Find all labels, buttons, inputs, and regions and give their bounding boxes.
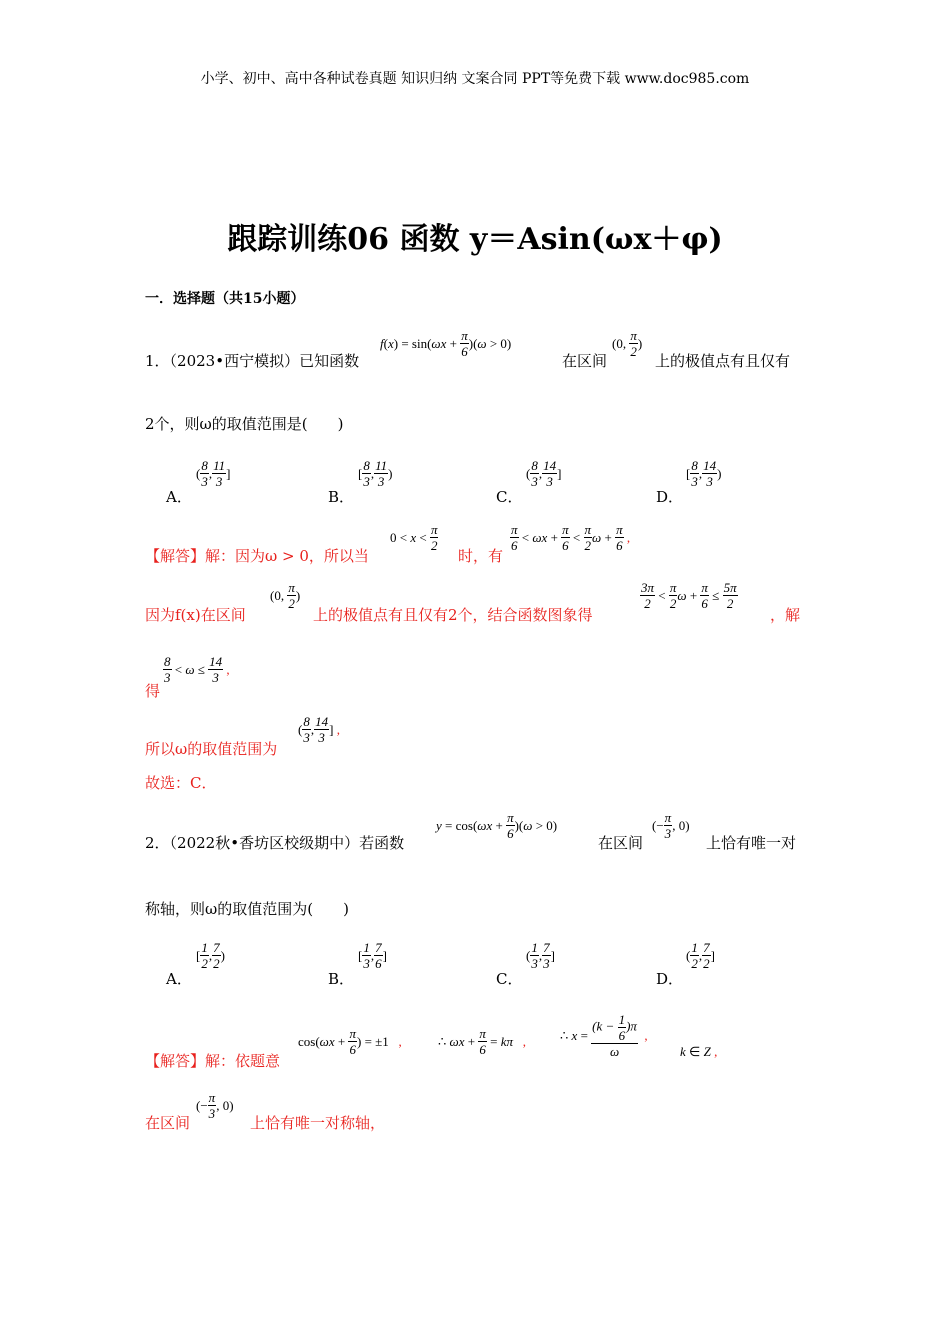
q1-line2: 2个，则ω的取值范围是( ) bbox=[145, 415, 344, 433]
page-header: 小学、初中、高中各种试卷真题 知识归纳 文案合同 PPT等免费下载 www.doc985.com bbox=[200, 71, 750, 87]
q1-option-a: ( $\frac{8}{3}$ , $\frac{11}{3}$ ] bbox=[196, 458, 231, 489]
q1-interval: (0, $\frac{\pi}{2}$ ) bbox=[612, 328, 643, 359]
q2-solution-line1a: 【解答】解：依题意 bbox=[145, 1052, 281, 1070]
q1-math-6: ( $\frac{8}{3}$ , $\frac{14}{3}$ ] , bbox=[298, 714, 340, 745]
q1-solution-line2b: 上的极值点有且仅有2个，结合函数图象得 bbox=[313, 606, 593, 624]
q1-func: f ( x ) = sin( ωx + $\frac{\pi}{6}$ )( ω > 0) bbox=[380, 328, 512, 359]
q2-math-3: ∴ x = (k − $\frac{1}{6}$ )π ω , bbox=[560, 1012, 648, 1059]
section-heading: 一．选择题（共15小题） bbox=[145, 291, 305, 307]
q1-option-c-label: C． bbox=[496, 488, 523, 506]
q1-math-5: $\frac{8}{3}$ < ω ≤ $\frac{14}{3}$ , bbox=[164, 654, 230, 685]
q2-math-1: cos( ωx + $\frac{\pi}{6}$ ) = ±1 , bbox=[298, 1026, 402, 1057]
q1-solution-line1a: 【解答】解：因为ω > 0，所以当 bbox=[145, 547, 369, 565]
q2-option-d: ( $\frac{1}{2}$ , $\frac{7}{2}$ ] bbox=[686, 940, 715, 971]
q1-prefix: 1．（2023•西宁模拟）已知函数 bbox=[145, 352, 360, 370]
q2-math-2: ∴ ωx + $\frac{\pi}{6}$ = kπ , bbox=[438, 1026, 526, 1057]
q1-solution-line5: 故选：C． bbox=[145, 774, 217, 792]
q2-option-d-label: D． bbox=[656, 970, 684, 988]
q1-option-b: [ $\frac{8}{3}$ , $\frac{11}{3}$ ) bbox=[358, 458, 393, 489]
q2-line2: 称轴，则ω的取值范围为( ) bbox=[145, 900, 349, 918]
q2-option-c: ( $\frac{1}{3}$ , $\frac{7}{3}$ ] bbox=[526, 940, 555, 971]
q1-option-a-label: A． bbox=[166, 488, 192, 506]
q1-solution-line2a: 因为f(x)在区间 bbox=[145, 606, 246, 624]
q1-option-b-label: B． bbox=[328, 488, 355, 506]
q1-suffix: 上的极值点有且仅有 bbox=[655, 352, 791, 370]
q1-mid: 在区间 bbox=[562, 352, 608, 370]
q1-math-4: $\frac{3\pi}{2}$ < $\frac{\pi}{2}$ ω + $\frac{\pi}{6}$ ≤ $\frac{5\pi}{2}$ bbox=[641, 580, 737, 611]
q1-solution-line2c: ，解 bbox=[770, 606, 801, 624]
q1-solution-line3: 得 bbox=[145, 682, 161, 700]
page-title: 跟踪训练06 函数 y＝Asin(ωx＋φ) bbox=[227, 222, 723, 257]
q1-math-3: (0, $\frac{\pi}{2}$ ) bbox=[270, 580, 301, 611]
q2-suffix: 上恰有唯一对 bbox=[706, 834, 797, 852]
q1-math-1: 0 < x < $\frac{\pi}{2}$ bbox=[390, 522, 438, 553]
q1-option-d: [ $\frac{8}{3}$ , $\frac{14}{3}$ ) bbox=[686, 458, 722, 489]
q1-math-2: $\frac{\pi}{6}$ < ωx + $\frac{\pi}{6}$ < $\frac{\pi}{2}$ ω + $\frac{\pi}{6}$ , bbox=[511, 522, 631, 553]
q2-prefix: 2．（2022秋•香坊区校级期中）若函数 bbox=[145, 834, 405, 852]
q2-mid: 在区间 bbox=[598, 834, 644, 852]
q2-func: y = cos( ωx + $\frac{\pi}{6}$ )( ω > 0) bbox=[436, 810, 558, 841]
q2-math-4: k ∈ Z , bbox=[680, 1044, 718, 1059]
q2-math-5: (− $\frac{\pi}{3}$ , 0) bbox=[196, 1090, 234, 1121]
q1-solution-line4: 所以ω的取值范围为 bbox=[145, 740, 278, 758]
q2-option-c-label: C． bbox=[496, 970, 523, 988]
q2-option-b: [ $\frac{1}{3}$ , $\frac{7}{6}$ ] bbox=[358, 940, 387, 971]
q1-option-c: ( $\frac{8}{3}$ , $\frac{14}{3}$ ] bbox=[526, 458, 562, 489]
q2-option-a: [ $\frac{1}{2}$ , $\frac{7}{2}$ ) bbox=[196, 940, 225, 971]
q2-option-a-label: A． bbox=[166, 970, 192, 988]
q1-solution-line1b: 时，有 bbox=[458, 547, 504, 565]
q2-interval: (− $\frac{\pi}{3}$ , 0) bbox=[652, 810, 690, 841]
q2-solution-line2a: 在区间 bbox=[145, 1114, 191, 1132]
q2-solution-line2b: 上恰有唯一对称轴， bbox=[250, 1114, 386, 1132]
q2-option-b-label: B． bbox=[328, 970, 355, 988]
q1-option-d-label: D． bbox=[656, 488, 684, 506]
